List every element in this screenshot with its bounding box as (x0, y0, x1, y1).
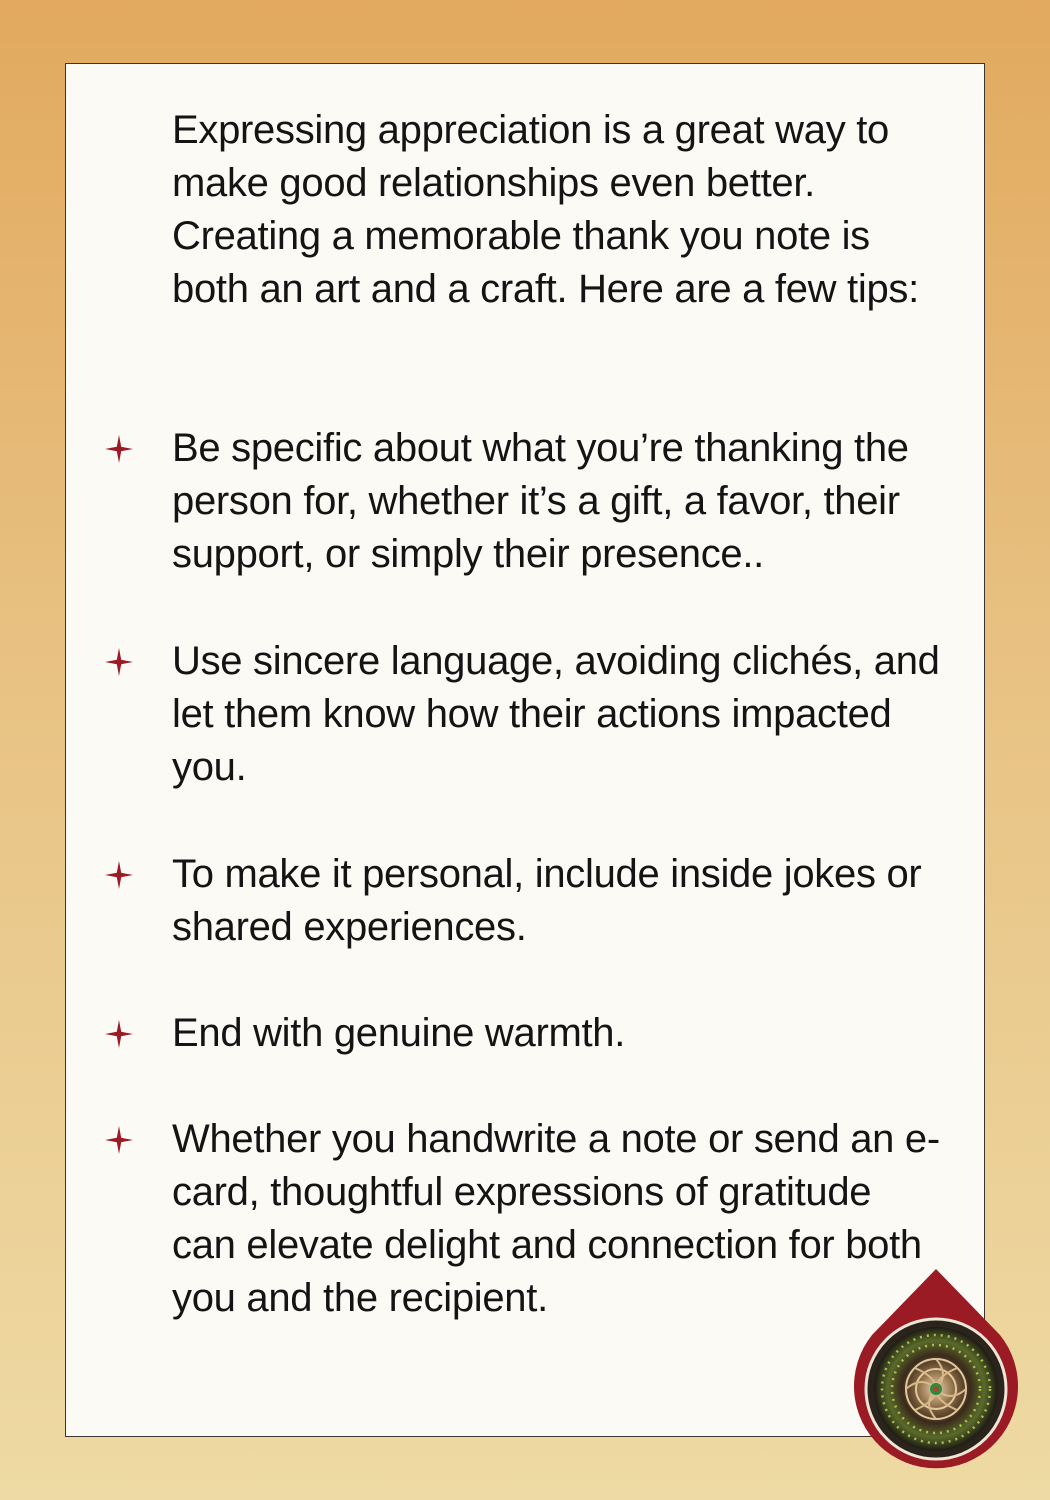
intro-paragraph: Expressing appreciation is a great way to make good relationships even better. Creating a memorable thank you note is both an art and a craft. Here are a few tips: (172, 108, 919, 311)
tip-text: Whether you handwrite a note or send an e-card, thoughtful expressions of gratitude can elevate delight and connection for both you and the recipient. (172, 1117, 940, 1320)
mandala-drop-emblem (850, 1267, 1022, 1475)
four-point-star-icon (102, 1007, 136, 1060)
list-item (102, 1007, 942, 1060)
tip-text: Be specific about what you’re thanking the person for, whether it’s a gift, a favor, their support, or simply their presence.. (172, 426, 909, 576)
list-item (102, 1113, 942, 1325)
four-point-star-icon (102, 1113, 136, 1166)
tip-text: Use sincere language, avoiding clichés, and let them know how their actions impacted you. (172, 639, 940, 789)
tips-card (65, 63, 985, 1437)
tip-text: To make it personal, include inside jokes or shared experiences. (172, 852, 922, 949)
list-item (102, 635, 942, 794)
list-item (102, 422, 942, 581)
list-item (102, 848, 942, 954)
four-point-star-icon (102, 635, 136, 688)
four-point-star-icon (102, 422, 136, 475)
tip-text: End with genuine warmth. (172, 1011, 626, 1055)
four-point-star-icon (102, 848, 136, 901)
